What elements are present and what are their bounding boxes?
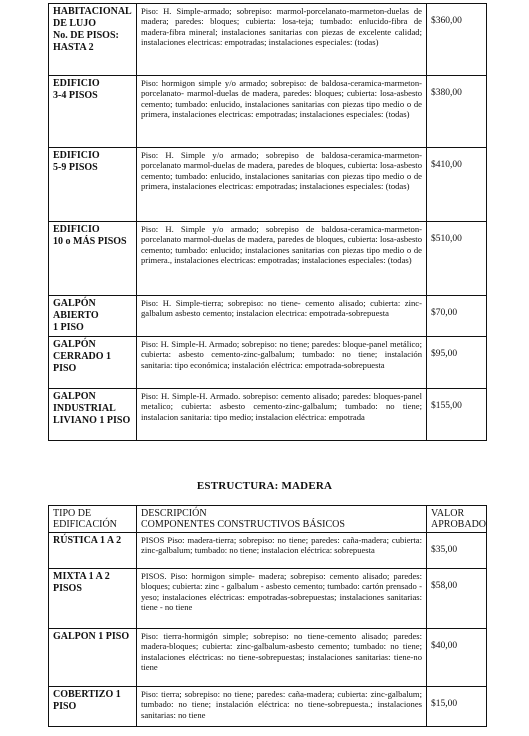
row-description: Piso: tierra-hormigón simple; sobrepiso: no tiene-cemento alisado; paredes: madera-bloques; cubierta: zinc-galbalum-asbesto cemento; tumbado: no tiene; instalaciones eléctricas: no tiene-sobrepuestas; instalaciones sanitarias: tiene-no tiene (137, 629, 427, 687)
row-type: GALPÓN ABIERTO 1 PISO (49, 296, 137, 337)
row-description: Piso: hormigon simple y/o armado; sobrepiso: de baldosa-ceramica-marmeton-porcelanato- marmol-duelas de madera, paredes: bloques; cubierta: losa-asbesto cemento; tumbado: enlucido, instalaciones sanitarias con piezas tipo medio o de primera, instalaciones electricas: empotradas; instalaciones especiales: (todas) (137, 76, 427, 148)
row-type: GALPÓN CERRADO 1 PISO (49, 337, 137, 389)
row-description: Piso: H. Simple-H. Armado. sobrepiso: cemento alisado; paredes: bloques-panel metalico; cubierta: asbesto cemento-zinc-galbalum; tumbado: no tiene; instalacion sanitaria: tipo medio; instalacion eléctrica: empotrada (137, 389, 427, 441)
row-description: PISOS. Piso: hormigon simple- madera; sobrepiso: cemento alisado; paredes: bloques; cubierta: zinc - galbalum - asbesto cemento; tumbado: cartón prensado - yeso; instalaciones eléctricas: empotradas-sobrepuestas; instalaciones sanitarias: tiene - no tiene (137, 569, 427, 629)
header-type: TIPO DE EDIFICACIÓN (49, 506, 137, 533)
row-value: $155,00 (427, 389, 487, 441)
row-value: $510,00 (427, 222, 487, 296)
header-description: DESCRIPCIÓN COMPONENTES CONSTRUCTIVOS BÁSICOS (137, 506, 427, 533)
table-body (49, 4, 487, 441)
row-description: Piso: H. Simple y/o armado; sobrepiso de baldosa-ceramica-marmeton-porcelanato marmol-duelas de madera, paredes de bloques, cubierta: losa-asbesto cemento; tumbado: enlucido; instalaciones sanitarias con piezas tipo medio o de primera., instalaciones electricas: empotradas; instalaciones especiales: (todas) (137, 222, 427, 296)
row-type: RÚSTICA 1 A 2 (49, 533, 137, 569)
row-value: $40,00 (427, 629, 487, 687)
row-value: $410,00 (427, 148, 487, 222)
table-header-row (49, 506, 487, 533)
row-type: EDIFICIO 5-9 PISOS (49, 148, 137, 222)
row-type: EDIFICIO 3-4 PISOS (49, 76, 137, 148)
table-row (49, 222, 487, 296)
row-value: $15,00 (427, 687, 487, 727)
row-type: MIXTA 1 A 2 PISOS (49, 569, 137, 629)
wood-structure-table (48, 505, 487, 727)
row-description: Piso: H. Simple-armado; sobrepiso: marmol-porcelanato-marmeton-duelas de madera; paredes: bloques; cubierta: losa-teja; tumbado: enlucido-fibra de madera-fibra mineral; instalaciones sanitarias con piezas de excelente calidad; instalaciones electricas: empotradas; instalaciones especiales: (todas) (137, 4, 427, 76)
row-type: GALPON 1 PISO (49, 629, 137, 687)
table-row (49, 569, 487, 629)
row-value: $70,00 (427, 296, 487, 337)
construction-values-table (48, 3, 487, 441)
row-type: EDIFICIO 10 o MÁS PISOS (49, 222, 137, 296)
row-description: PISOS Piso: madera-tierra; sobrepiso: no tiene; paredes: caña-madera; cubierta: zinc-galbalum; tumbado: no tiene; instalacion eléctrica: sobrepuesta (137, 533, 427, 569)
row-value: $58,00 (427, 569, 487, 629)
table-row (49, 76, 487, 148)
row-value: $95,00 (427, 337, 487, 389)
section-title: ESTRUCTURA: MADERA (196, 480, 333, 492)
table-row (49, 389, 487, 441)
table-row (49, 687, 487, 727)
table-row (49, 296, 487, 337)
table-body (49, 533, 487, 727)
row-value: $380,00 (427, 76, 487, 148)
header-value: VALOR APROBADO (427, 506, 487, 533)
row-description: Piso: H. Simple y/o armado; sobrepiso de baldosa-ceramica-marmeton-porcelanato marmol-duelas de madera, paredes de bloques, cubierta: losa-asbesto cemento; tumbado: enlucido, instalaciones sanitarias con piezas tipo medio o de primera, instalaciones electricas: empotradas; instalaciones especiales: (todas) (137, 148, 427, 222)
row-description: Piso: H. Simple-tierra; sobrepiso: no tiene- cemento alisado; cubierta: zinc-galbalum asbesto cemento; instalacion electrica: empotrada-sobrepuesta (137, 296, 427, 337)
row-description: Piso: tierra; sobrepiso: no tiene; paredes: caña-madera; cubierta: zinc-galbalum; tumbado: no tiene; instalación eléctrica: no tiene-sobrepuesta.; instalaciones sanitarias: no tiene (137, 687, 427, 727)
row-value: $360,00 (427, 4, 487, 76)
table-row (49, 4, 487, 76)
table-row (49, 148, 487, 222)
table-row (49, 629, 487, 687)
table-row (49, 533, 487, 569)
table-row (49, 337, 487, 389)
row-type: GALPON INDUSTRIAL LIVIANO 1 PISO (49, 389, 137, 441)
row-value: $35,00 (427, 533, 487, 569)
row-type: COBERTIZO 1 PISO (49, 687, 137, 727)
row-description: Piso: H. Simple-H. Armado; sobrepiso: no tiene; paredes: bloque-panel metálico; cubierta: asbesto cemento-zinc-galbalum; tumbado: no tiene; instalación sanitaria: tipo económica; instalación eléctrica: empotrada-sobrepuesta (137, 337, 427, 389)
row-type: HABITACIONAL DE LUJO No. DE PISOS: HASTA 2 (49, 4, 137, 76)
